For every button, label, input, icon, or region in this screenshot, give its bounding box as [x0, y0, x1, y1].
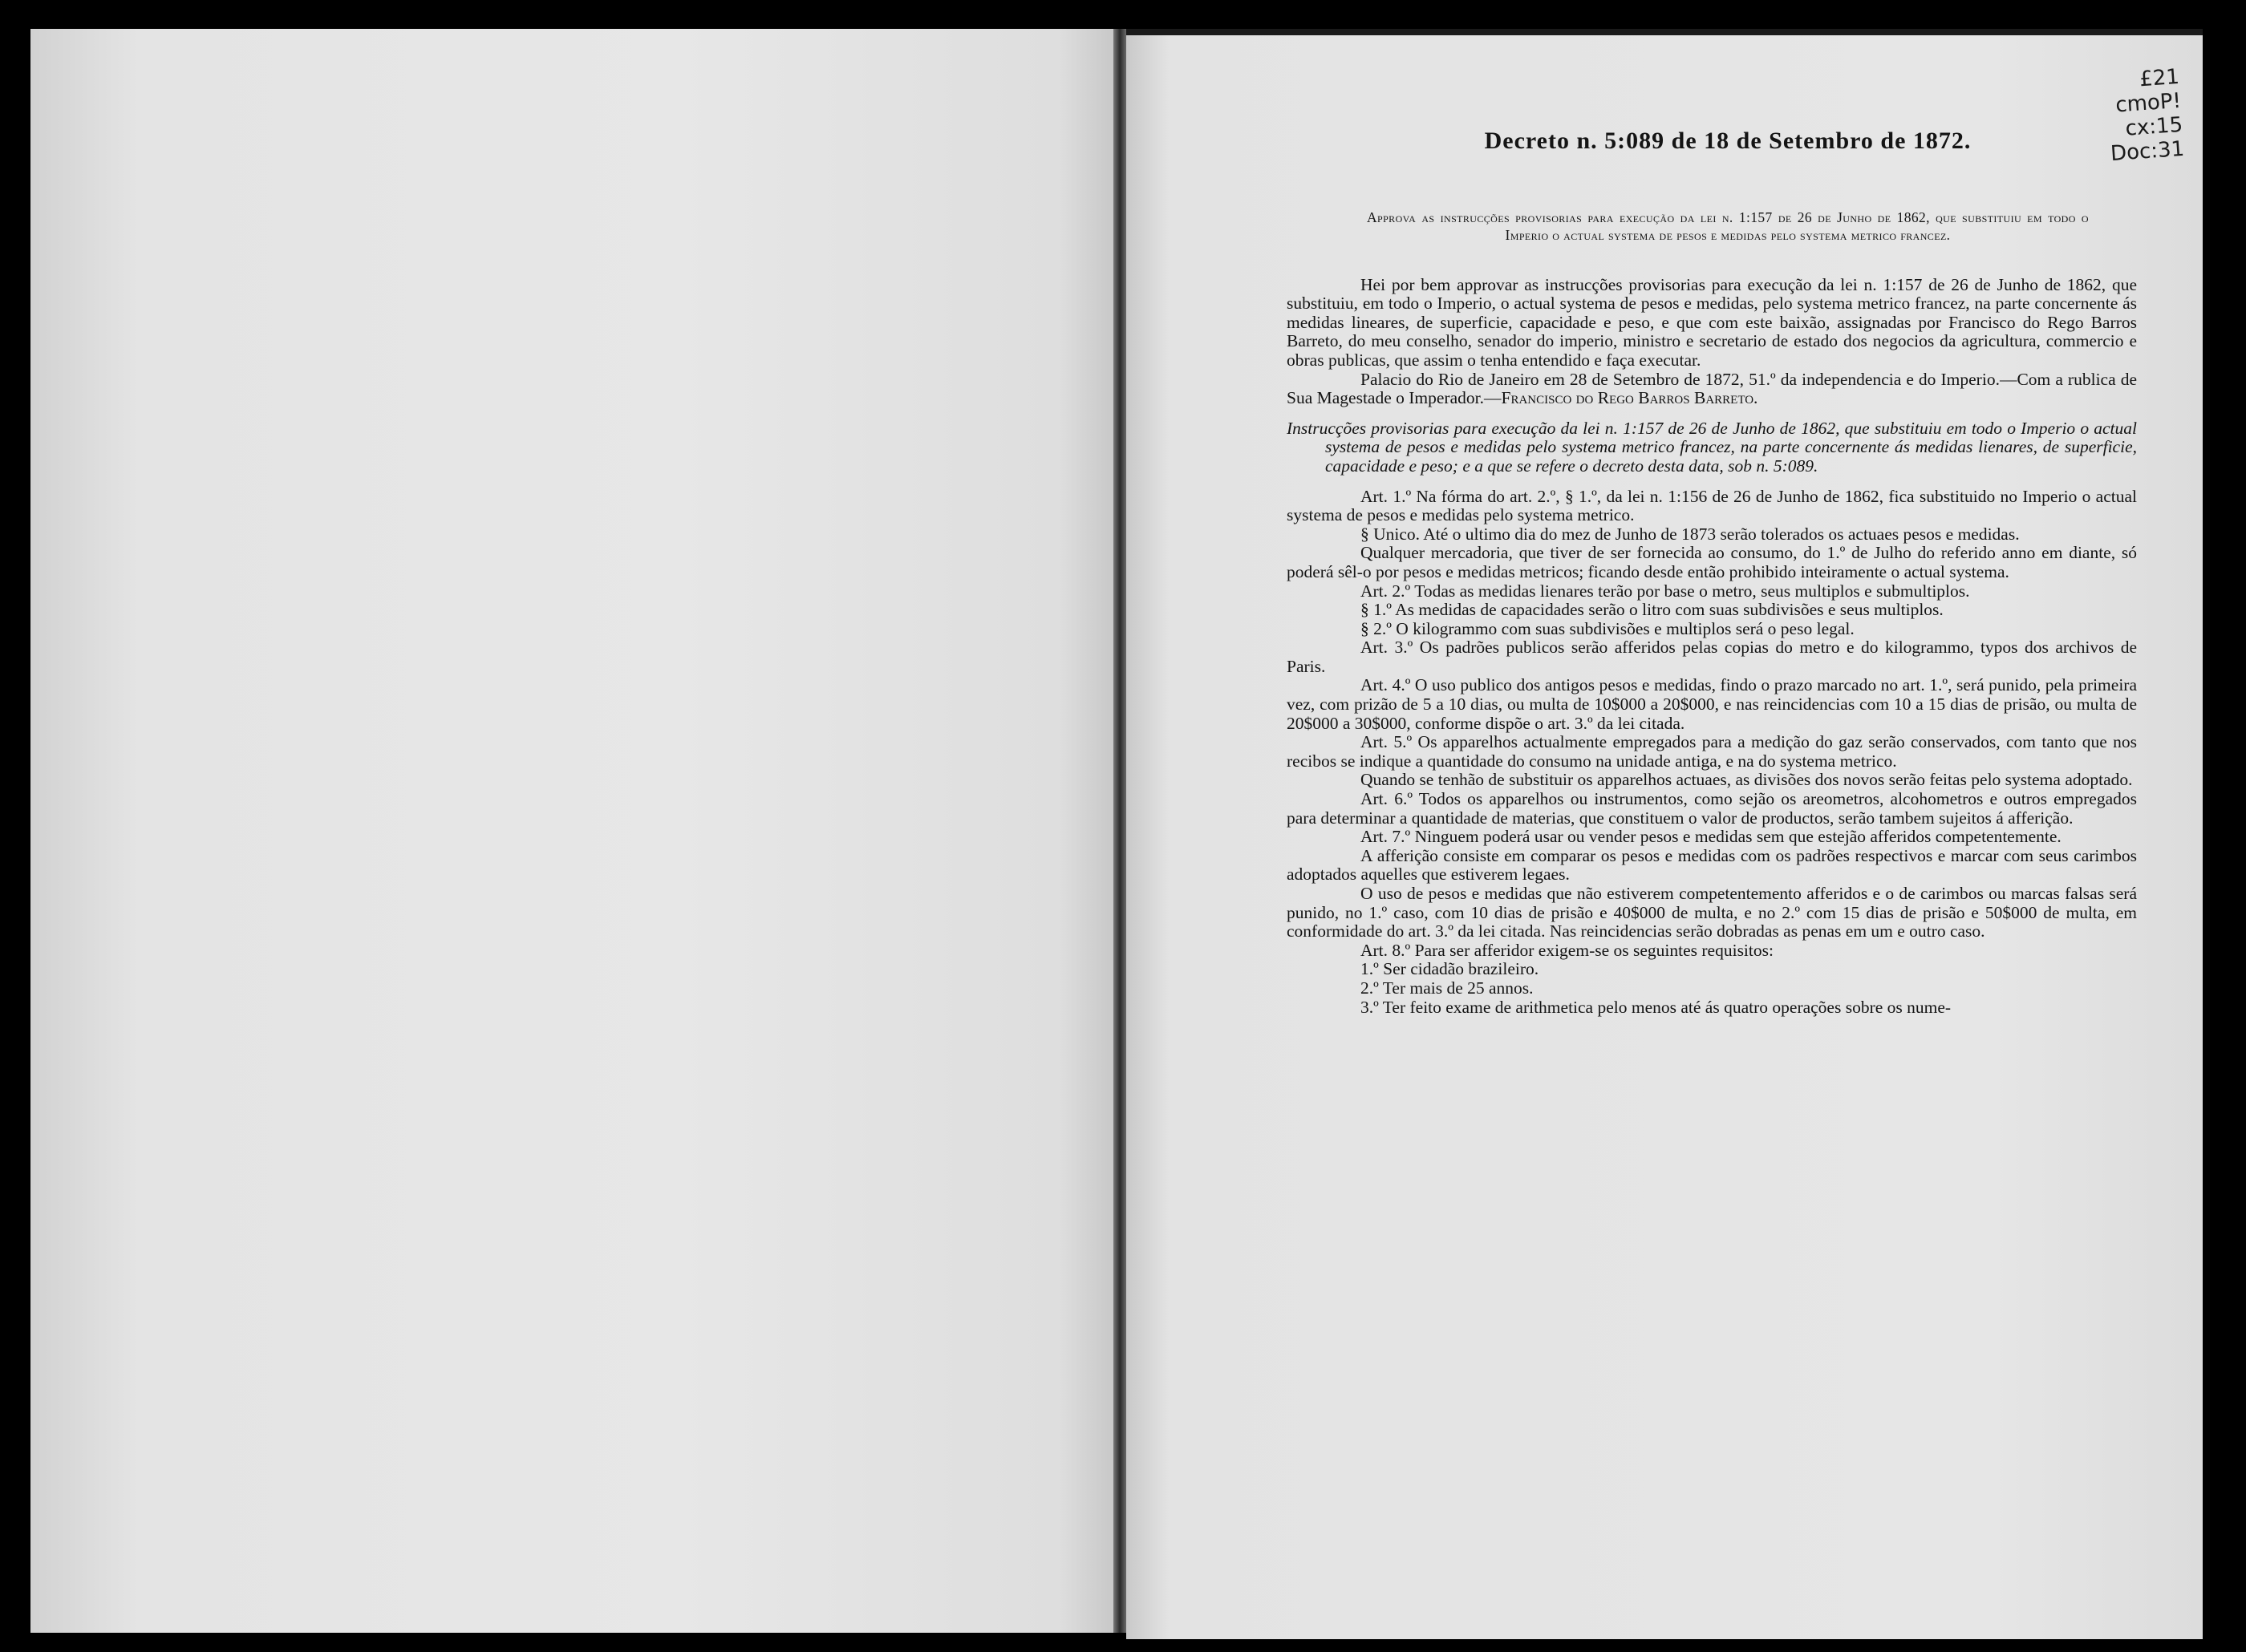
article-paragraph: Qualquer mercadoria, que tiver de ser fornecida ao consumo, do 1.º de Julho do referido anno em diante, só poderá sêl-o por pesos e medidas metricos; ficando desde então prohibido inteiramente o actual systema. [1287, 543, 2137, 581]
decree-summary: Approva as instrucções provisorias para execução da lei n. 1:157 de 26 de Junho de 1862, que substituiu em todo o Imperio o actual systema de pesos e medidas pelo systema metrico francez. [1367, 209, 2089, 243]
decree-paragraph: Hei por bem approvar as instrucções provisorias para execução da lei n. 1:157 de 26 de Junho de 1862, que substituiu, em todo o Imperio, o actual systema de pesos e medidas, pelo systema metrico francez, na parte concernente ás medidas lineares, de superficie, capacidade e peso, e que com este baixão, assignadas por Francisco do Rego Barros Barreto, do meu conselho, senador do imperio, ministro e secretario de estado dos negocios da agricultura, commercio e obras publicas, que assim o tenha entendido e faça executar. [1287, 274, 2137, 370]
margin-note-line: Doc:31 [2110, 136, 2186, 167]
article-paragraph: Quando se tenhão de substituir os apparelhos actuaes, as divisões dos novos serão feitas pelo systema adoptado. [1360, 770, 2133, 790]
requirement-item: 2.º Ter mais de 25 annos. [1360, 978, 1534, 998]
book-gutter [1113, 29, 1126, 1633]
document-body [1287, 128, 2137, 1017]
article-paragraph: Art. 7.º Ninguem poderá usar ou vender pesos e medidas sem que estejão afferidos competentemente. [1360, 827, 2062, 847]
article-paragraph: A afferição consiste em comparar os pesos e medidas com os padrões respectivos e marcar com seus carimbos adoptados aquelles que estiverem legaes. [1287, 845, 2137, 885]
decree-title: Decreto n. 5:089 de 18 de Setembro de 1872. [1484, 128, 1972, 154]
margin-note-line: £21 [2139, 64, 2180, 92]
decree-signature: Francisco do Rego Barros Barreto. [1501, 388, 1758, 408]
margin-note-line: cmoP! [2114, 88, 2182, 118]
article-paragraph: Art. 3.º Os padrões publicos serão afferidos pelas copias do metro e do kilogrammo, typos dos archivos de Paris. [1287, 638, 2137, 676]
article-paragraph: Art. 4.º O uso publico dos antigos pesos e medidas, findo o prazo marcado no art. 1.º, será punido, pela primeira vez, com prizão de 5 a 10 dias, ou multa de 10$000 a 20$000, e nas reincidencias com 10 a 15 dias de prisão, ou multa de 20$000 a 30$000, conforme dispõe o art. 3.º da lei citada. [1287, 675, 2137, 733]
article-paragraph: § Unico. Até o ultimo dia do mez de Junho de 1873 serão tolerados os actuaes pesos e medidas. [1360, 524, 2020, 544]
requirement-item: 3.º Ter feito exame de arithmetica pelo menos até ás quatro operações sobre os nume- [1360, 997, 1952, 1017]
article-paragraph: O uso de pesos e medidas que não estiverem competentemento afferidos e o de carimbos ou marcas falsas será punido, no 1.º caso, com 10 dias de prisão e 40$000 de multa, e no 2.º com 15 dias de prisão e 50$000 de multa, em conformidade do art. 3.º da lei citada. Nas reincidencias serão dobradas as penas em um e outro caso. [1287, 884, 2137, 941]
article-paragraph: § 2.º O kilogrammo com suas subdivisões e multiplos será o peso legal. [1360, 618, 1855, 638]
decree-dating-paragraph [1287, 370, 2137, 408]
article-paragraph: § 1.º As medidas de capacidades serão o litro com suas subdivisões e seus multiplos. [1360, 600, 1944, 620]
article-paragraph: Art. 2.º Todas as medidas lienares terão por base o metro, seus multiplos e submultiplos. [1360, 581, 1970, 601]
instructions-heading: Instrucções provisorias para execução da lei n. 1:157 de 26 de Junho de 1862, que substituiu em todo o Imperio o actual systema de pesos e medidas pelo systema metrico francez, na parte concernente ás medidas lienares, de superficie, capacidade e peso; e a que se refere o decreto desta data, sob n. 5:089. [1287, 418, 2137, 476]
article-paragraph: Art. 8.º Para ser afferidor exigem-se os seguintes requisitos: [1360, 940, 1774, 960]
article-paragraph: Art. 5.º Os apparelhos actualmente empregados para a medição do gaz serão conservados, com tanto que nos recibos se indique a quantidade do consumo na unidade antiga, e na do systema metrico. [1287, 732, 2137, 771]
left-page-blank [30, 29, 1113, 1633]
right-page [1126, 29, 2203, 1639]
requirement-item: 1.º Ser cidadão brazileiro. [1360, 959, 1539, 979]
decree-dating-text: Palacio do Rio de Janeiro em 28 de Setembro de 1872, 51.º da independencia e do Imperio.—Com a rublica de Sua Magestade o Imperador.— [1287, 369, 2137, 408]
margin-note-line: cx:15 [2124, 112, 2183, 141]
article-paragraph: Art. 6.º Todos os apparelhos ou instrumentos, como sejão os areometros, alcohometros e outros empregados para determinar a quantidade de materias, que constituem o valor de productos, serão tambem sujeitos á afferição. [1287, 789, 2137, 828]
article-paragraph: Art. 1.º Na fórma do art. 2.º, § 1.º, da lei n. 1:156 de 26 de Junho de 1862, fica substituido no Imperio o actual systema de pesos e medidas pelo systema metrico. [1287, 486, 2137, 525]
